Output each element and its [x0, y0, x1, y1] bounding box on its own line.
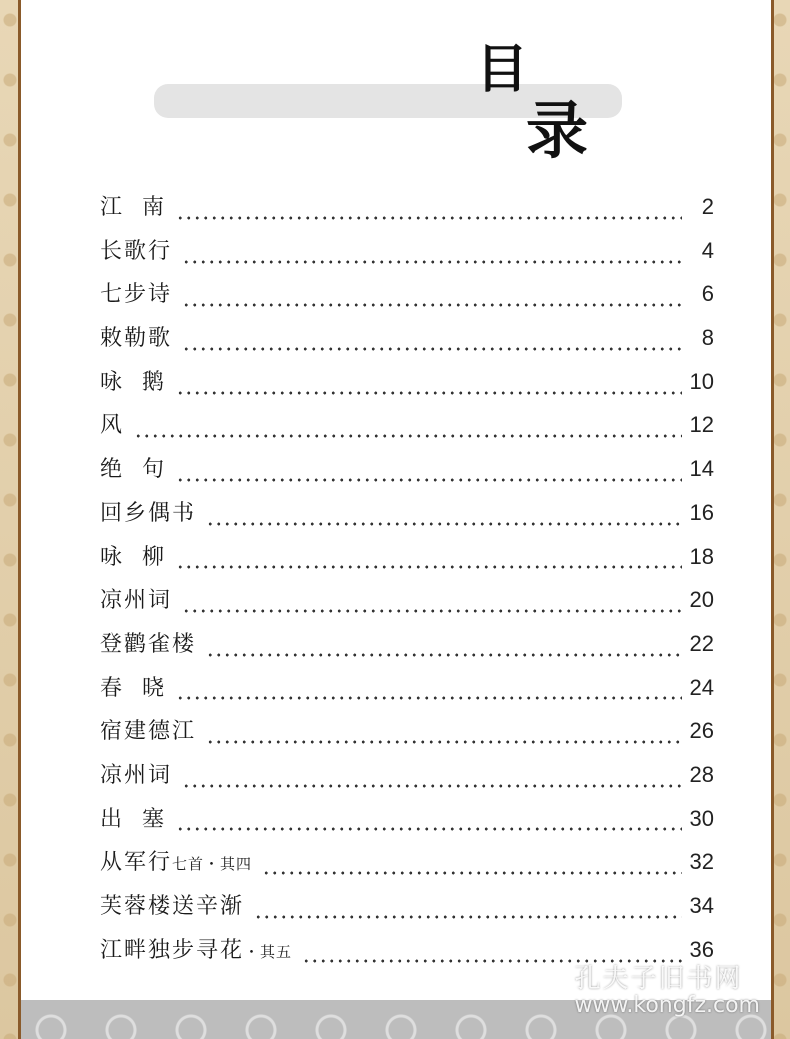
toc-entry[interactable]	[100, 889, 714, 933]
toc-entry-title: 七步诗	[100, 282, 173, 308]
toc-entry-title: 春 晓	[100, 675, 166, 701]
toc-entry-title: 芙蓉楼送辛渐	[100, 894, 245, 919]
toc-entry-note: ・其五	[244, 942, 293, 961]
toc-page-number: 12	[689, 412, 714, 438]
toc-entry[interactable]	[100, 671, 714, 715]
toc-entry[interactable]	[100, 540, 714, 584]
toc-entry[interactable]	[100, 190, 714, 234]
page-title-char-2: 录	[526, 94, 589, 167]
toc-leader-dots	[182, 346, 682, 352]
toc-page-number: 8	[701, 325, 714, 351]
toc-entry[interactable]	[100, 758, 714, 802]
page-title-char-1: 目	[476, 40, 529, 100]
toc-leader-dots	[206, 652, 682, 658]
toc-entry[interactable]	[100, 496, 714, 540]
toc-entry-title: 登鹳雀楼	[100, 631, 197, 657]
toc-entry[interactable]	[100, 321, 714, 365]
toc-entry-title: 出 塞	[100, 806, 166, 832]
toc-page-number: 28	[689, 761, 714, 787]
toc-leader-dots	[176, 215, 682, 221]
toc-page-number: 18	[689, 543, 714, 569]
toc-entry[interactable]	[100, 802, 714, 846]
toc-entry-title: 从军行	[100, 850, 173, 876]
toc-page-number: 34	[689, 893, 714, 918]
toc-entry-title: 江 南	[100, 195, 166, 220]
toc-entry-title: 敕勒歌	[100, 326, 173, 352]
toc-leader-dots	[176, 477, 682, 483]
toc-entry[interactable]	[100, 234, 714, 278]
watermark-url: www.kongfz.com	[574, 993, 760, 1018]
toc-entry-title: 咏 柳	[100, 544, 166, 570]
toc-entry[interactable]	[100, 714, 714, 758]
toc-entry[interactable]	[100, 365, 714, 409]
toc-page-number: 20	[689, 587, 714, 613]
toc-page-number: 32	[689, 849, 714, 875]
toc-entry-note: 七首・其四	[172, 855, 253, 874]
toc-leader-dots	[182, 302, 682, 308]
watermark	[574, 958, 760, 1018]
toc-leader-dots	[254, 914, 682, 920]
toc-entry-title: 回乡偶书	[100, 500, 197, 526]
toc-leader-dots	[182, 783, 682, 789]
toc-entry[interactable]	[100, 627, 714, 671]
toc-entry-title: 江畔独步寻花	[100, 937, 245, 963]
toc-entry[interactable]	[100, 583, 714, 627]
toc-entry[interactable]	[100, 277, 714, 321]
toc-page-number: 10	[689, 368, 714, 394]
toc-entry[interactable]	[100, 408, 714, 452]
toc-leader-dots	[176, 390, 682, 396]
toc-page-number: 26	[689, 718, 714, 744]
toc-leader-dots	[182, 259, 682, 265]
toc-entry[interactable]	[100, 452, 714, 496]
toc-leader-dots	[176, 564, 682, 570]
toc-page-number: 2	[701, 194, 714, 219]
toc-entry-title: 长歌行	[100, 238, 173, 264]
toc-page-number: 30	[689, 805, 714, 831]
toc-entry-title: 凉州词	[100, 762, 173, 788]
toc-entry-title: 绝 句	[100, 457, 166, 483]
toc-page-number: 6	[701, 281, 714, 307]
toc-page-number: 22	[689, 630, 714, 656]
toc-leader-dots	[134, 433, 682, 439]
toc-leader-dots	[206, 521, 682, 527]
toc-page-number: 4	[701, 237, 714, 263]
toc-leader-dots	[176, 695, 682, 701]
toc-entry-title: 风	[100, 413, 125, 439]
toc-entry-title: 凉州词	[100, 588, 173, 614]
toc-entry[interactable]	[100, 845, 714, 889]
toc-leader-dots	[262, 870, 681, 876]
ornamental-border-left	[0, 0, 20, 1039]
watermark-text: 孔夫子旧书网	[574, 964, 743, 994]
toc-page-number: 36	[689, 936, 714, 962]
toc-leader-dots	[176, 826, 682, 832]
toc-leader-dots	[182, 608, 682, 614]
toc-entry-title: 咏 鹅	[100, 369, 166, 395]
table-of-contents	[100, 190, 714, 976]
toc-leader-dots	[206, 739, 682, 745]
toc-page-number: 24	[689, 674, 714, 700]
toc-entry-title: 宿建德江	[100, 719, 197, 745]
toc-page-number: 16	[689, 499, 714, 525]
toc-page-number: 14	[689, 456, 714, 482]
